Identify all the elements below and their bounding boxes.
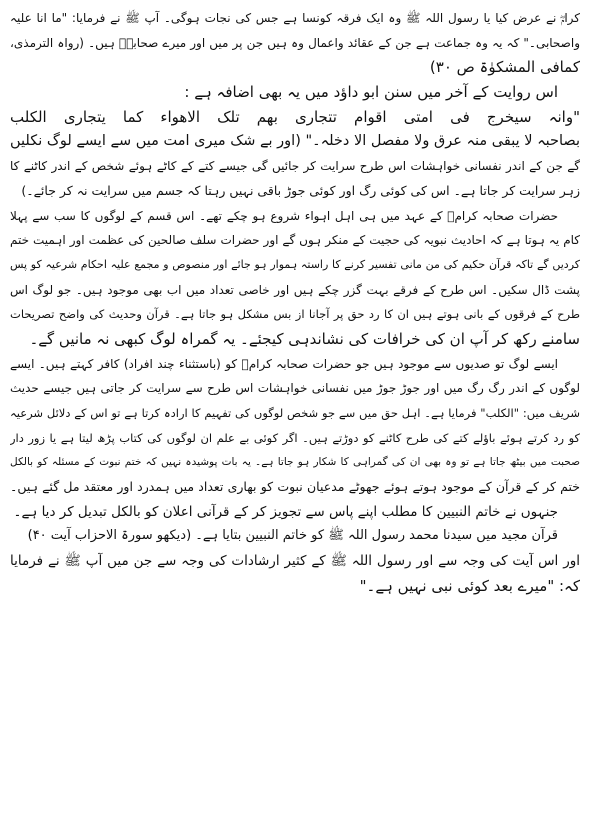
text-line-21: جنہوں نے خاتم النبیین کا مطلب اپنے پاس سے تجویز کر کے قرآنی اعلان کو بالکل تبدیل کر دیا ہے۔	[13, 503, 558, 520]
text-line-17: شریف میں: "الکلب" فرمایا ہے۔ اہل حق میں سے جو شخص لوگوں کی تفہیم کا ارادہ کرتا ہے تو اس کے دلائل شرعیہ	[10, 406, 580, 420]
text-line-24: کہ: "میرے بعد کوئی نبی نہیں ہے۔"	[359, 576, 580, 595]
text-line-16: لوگوں کے اندر رگ رگ میں اور جوڑ جوڑ میں نفسانی خواہشات اس طرح سے سرایت کر جاتی ہیں جیسے حدیث	[10, 381, 580, 396]
text-line-19: صحبت میں بیٹھ جاتا ہے تو وہ بھی ان کی گمراہی کا شکار ہو جاتا ہے۔ یہ بات پوشیدہ نہیں کہ ختم نبوت کے مسئلہ کو بالکل	[10, 456, 580, 469]
text-line-20: ختم کر کے قرآن کے موجود ہوتے ہوئے جھوٹے مدعیان نبوت کو بھاری تعداد میں ہمدرد اور معتقد مل گئے ہیں۔	[10, 479, 580, 495]
text-line-6: بصاحبہ لا یبقی منہ عرق ولا مفصل الا دخلہ۔" (اور بے شک میری امت میں سے ایسے لوگ نکلیں	[10, 133, 580, 150]
text-line-7: گے جن کے اندر نفسانی خواہشات اس طرح سرایت کر جائیں گی جیسے کتے کے کاٹے ہوئے شخص کے اندر کاٹنے کا	[10, 159, 580, 174]
text-line-9: حضرات صحابہ کرامؓ کے عہد میں ہی اہل اہواء شروع ہو چکے تھے۔ اس قسم کے لوگوں کا سب سے پہلا	[10, 208, 558, 223]
text-line-4: اس روایت کے آخر میں سنن ابو داؤد میں یہ بھی اضافہ ہے :	[184, 83, 558, 102]
text-line-12: پشت ڈال سکیں۔ اس طرح کے فرقے بہت گزر چکے ہیں اور خاصی تعداد میں اب بھی موجود ہیں۔ جو لوگ اس	[10, 282, 580, 297]
text-line-10: کام یہ ہوتا ہے کہ احادیث نبویہ کی حجیت کے منکر ہوں گے اور حضرات سلف صالحین کی عظمت اور اہمیت ختم	[10, 233, 580, 248]
text-line-23: اور اس آیت کی وجہ سے اور رسول اللہ ﷺ کے کثیر ارشادات کی وجہ سے جن میں آپ ﷺ نے فرمایا	[10, 553, 580, 570]
text-line-22: قرآن مجید میں سیدنا محمد رسول اللہ ﷺ کو خاتم النبیین بتایا ہے۔ (دیکھو سورۃ الاحزاب آیت ۴۰)	[27, 528, 558, 544]
text-line-5: "وانہ سیخرج فی امتی اقوام تتجاری بھم تلک الاھواء کما یتجاری الکلب	[10, 107, 580, 126]
text-line-14: سامنے رکھ کر آپ ان کی خرافات کی نشاندہی کیجئے۔ یہ گمراہ لوگ کبھی نہ مانیں گے۔	[29, 329, 580, 348]
text-line-11: کردیں گے تاکہ قرآن حکیم کی من مانی تفسیر کرنے کا راستہ ہموار ہو جائے اور منصوص و مجمع علیہ احکام شرعیہ کو پس	[10, 257, 580, 271]
text-line-2: واصحابی۔" کہ یہ وہ جماعت ہے جن کے عقائد واعمال وہ ہیں جن پر میں اور میرے صحابہؓ ہیں۔ (رواہ الترمذی،	[10, 35, 580, 50]
text-line-15: ایسے لوگ تو صدیوں سے موجود ہیں جو حضرات صحابہ کرامؓ کو (باستثناء چند افراد) کافر کہتے ہیں۔ ایسے	[10, 356, 558, 371]
text-line-18: کو رد کرتے ہوئے باؤلے کتے کی طرح کاٹنے کو دوڑتے ہیں۔ اگر کوئی بے علم ان لوگوں کی کتاب پڑھ لیتا ہے یا زور دار	[10, 430, 580, 445]
text-line-13: طرح کے فرقوں کے بانی ہوتے ہیں ان کا رد حق پر آجانا از بس مشکل ہو جاتا ہے۔ قرآن وحدیث کی واضح تصریحات	[10, 307, 580, 322]
text-line-1: کرامؓ نے عرض کیا یا رسول اللہ ﷺ وہ ایک فرقہ کونسا ہے جس کی نجات ہوگی۔ آپ ﷺ نے فرمایا: "ما انا علیہ	[10, 11, 580, 25]
text-line-8: زہر سرایت کر جاتا ہے۔ اس کی کوئی رگ اور کوئی جوڑ باقی نہیں رہتا کہ جسم میں سرایت نہ کر جائے۔)	[21, 182, 580, 198]
text-line-3: کمافی المشکوٰۃ ص ۳۰)	[429, 58, 580, 77]
